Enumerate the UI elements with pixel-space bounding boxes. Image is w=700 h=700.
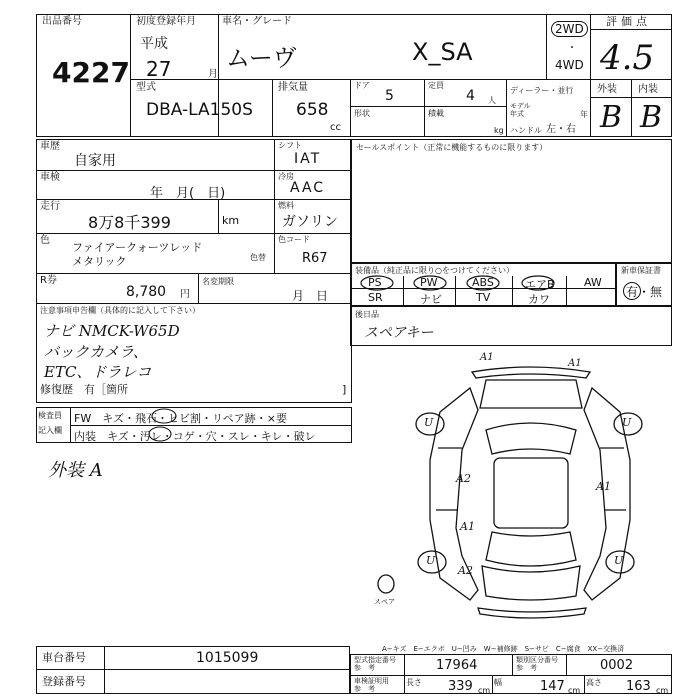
- grade: X_SA: [412, 38, 473, 66]
- chassis-label: 車台番号: [42, 651, 86, 664]
- spare-label: スペア: [374, 598, 395, 606]
- height-label: 高さ: [586, 678, 602, 687]
- sales-frame: [350, 139, 672, 263]
- inspector-line-1: FW キズ・飛石・ヒビ割・リペア跡・×要: [74, 412, 287, 425]
- inspector-label-top: 検査員: [38, 411, 62, 420]
- damage-legend: A−キズ E−エクボ U−凹み W−補修跡 S−サビ C−腐食 XX−交換済: [382, 645, 625, 653]
- mark-5: A1: [460, 520, 475, 533]
- mark-7: U: [424, 416, 434, 429]
- displacement: 658: [296, 100, 329, 120]
- color-code: R67: [302, 251, 328, 266]
- mark-10: U: [614, 554, 624, 567]
- capacity-label: 定員: [428, 81, 444, 90]
- history: 自家用: [74, 153, 116, 169]
- shift-label: シフト: [278, 141, 302, 150]
- equip-abs: ABS: [472, 276, 494, 289]
- score-label: 評価点: [606, 15, 651, 28]
- height: 163: [626, 679, 651, 694]
- interior-grade: B: [640, 100, 663, 135]
- registration-label: 登録番号: [42, 675, 86, 688]
- category-label: [516, 656, 558, 672]
- inspector-line-2: 内装 キズ・汚レ・コゲ・穴・スレ・キレ・破レ: [74, 430, 316, 443]
- equip-navi: ナビ: [420, 293, 442, 306]
- lot-number: 4227: [52, 56, 130, 89]
- model-cert: 17964: [436, 658, 478, 673]
- equip-aw: AW: [584, 276, 602, 289]
- fuel-label: 燃料: [278, 201, 294, 210]
- color-code-label: 色コード: [278, 235, 310, 244]
- rear-window: [486, 532, 576, 566]
- category: 0002: [600, 658, 634, 673]
- name-change: 月 日: [292, 289, 329, 303]
- model-cert-label-text: 型式指定番号 参 考: [354, 656, 396, 672]
- length: 339: [448, 679, 473, 694]
- width: 147: [540, 679, 565, 694]
- drive-sep: ・: [567, 43, 577, 54]
- mark-8: U: [622, 416, 632, 429]
- notes-label: 注意事項申告欄（具体的に記入して下さい）: [40, 306, 200, 315]
- inspector-label-bottom: 記入欄: [38, 426, 62, 435]
- drive-4wd: 4WD: [555, 58, 584, 72]
- handle-options: 左・右: [546, 124, 576, 135]
- drive-2wd: 2WD: [551, 21, 588, 37]
- handle-label: ハンドル: [510, 126, 542, 135]
- ac-label: 冷房: [278, 172, 294, 181]
- hood: [480, 380, 582, 408]
- inspection-label: 車検: [40, 172, 60, 183]
- model-year-label-text: モデル 年式: [510, 102, 531, 118]
- warranty-circle: [623, 282, 641, 300]
- history-label: 車歴: [40, 141, 60, 152]
- mark-9: U: [426, 554, 436, 567]
- km-unit: km: [222, 214, 240, 227]
- rear-bumper: [478, 608, 586, 618]
- chassis: 1015099: [196, 650, 259, 666]
- color-change-label: 色替: [250, 253, 266, 262]
- equip-tv: TV: [476, 291, 491, 304]
- kg-unit: kg: [494, 126, 504, 135]
- tailgate: [482, 566, 580, 600]
- category-label-text: 類別区分番号 参 考: [516, 656, 558, 672]
- mileage-label: 走行: [40, 201, 60, 212]
- equip-ps: PS: [368, 276, 382, 289]
- mark-3: A2: [456, 472, 471, 485]
- shape-label: 形状: [354, 109, 370, 118]
- color-label: 色: [40, 235, 50, 246]
- warranty-label: 新車保証書: [621, 266, 661, 275]
- name-change-label: 名変期限: [202, 277, 234, 286]
- width-label: 幅: [494, 678, 502, 687]
- color: ファイアークォーツレッド メタリック: [72, 241, 203, 268]
- note-line-1: ナビ NMCK-W65D: [44, 322, 180, 340]
- repair-label: 修復歴 有［箇所: [40, 383, 128, 396]
- interior-label: 内装: [638, 84, 658, 95]
- equip-leather: カワ: [528, 293, 550, 306]
- model: DBA-LA150S: [146, 100, 253, 120]
- inspection: 年 月( 日): [150, 186, 226, 201]
- mark-1: A1: [480, 352, 494, 363]
- year-unit: 年: [580, 110, 588, 119]
- capacity: 4: [466, 88, 475, 104]
- recycle: 8,780: [126, 284, 167, 300]
- exterior-grade: B: [600, 100, 623, 135]
- aftermarket-value: スペアキー: [364, 325, 434, 341]
- car-name-label: 車名・グレード: [222, 16, 292, 27]
- equip-pw: PW: [420, 276, 438, 289]
- model-label: 型式: [136, 82, 156, 93]
- dims-label: [354, 677, 389, 693]
- equip-sr: SR: [368, 291, 383, 304]
- width-unit: cm: [568, 686, 581, 695]
- reg-month-unit: 月: [208, 69, 218, 80]
- fuel: ガソリン: [282, 214, 338, 230]
- length-label: 長さ: [406, 678, 422, 687]
- reg-year: 27: [146, 57, 172, 81]
- roof: [494, 458, 568, 528]
- mileage: 8万8千399: [88, 213, 171, 232]
- car-name: ムーヴ: [226, 44, 297, 72]
- warranty-options: 有・無: [626, 285, 663, 299]
- height-unit: cm: [656, 686, 669, 695]
- yen-unit: 円: [180, 289, 190, 300]
- doors-label: ドア: [354, 81, 370, 90]
- length-unit: cm: [478, 686, 491, 695]
- dims-label-text: 車検証明用 参 考: [354, 677, 389, 693]
- exterior-label: 外装: [597, 84, 617, 95]
- equip-airbag: エアB: [525, 278, 555, 291]
- doors: 5: [385, 88, 394, 104]
- windshield: [486, 423, 576, 454]
- model-year-label: [510, 102, 531, 118]
- note-line-2: バックカメラ、: [44, 343, 148, 361]
- aftermarket-label: 後日品: [355, 310, 379, 319]
- shift: IAT: [294, 151, 322, 167]
- load-label: 積載: [428, 109, 444, 118]
- lot-label: 出品番号: [42, 16, 82, 27]
- dealer-label: ディーラー・並行: [510, 86, 574, 95]
- sales-label: セールスポイント（正常に機能するものに限ります）: [356, 143, 548, 152]
- spare-tire: [378, 575, 394, 593]
- ac: AAC: [290, 180, 326, 196]
- exterior-remark: 外装 A: [48, 460, 103, 481]
- mark-6: A2: [458, 564, 473, 577]
- first-reg-label: 初度登録年月: [136, 16, 196, 27]
- recycle-label: R券: [40, 275, 57, 286]
- person-unit: 人: [488, 96, 496, 105]
- era: 平成: [140, 36, 168, 52]
- note-line-3: ETC、ドラレコ: [44, 363, 152, 381]
- mark-2: A1: [568, 358, 582, 369]
- mark-4: A1: [596, 480, 611, 493]
- equipment-label: 装備品（純正品に限り○をつけてください）: [355, 266, 514, 275]
- model-cert-label: [354, 656, 396, 672]
- displacement-label: 排気量: [278, 82, 308, 93]
- cc-unit: cc: [330, 122, 341, 133]
- score: 4.5: [600, 38, 655, 78]
- repair-close: ]: [342, 383, 347, 396]
